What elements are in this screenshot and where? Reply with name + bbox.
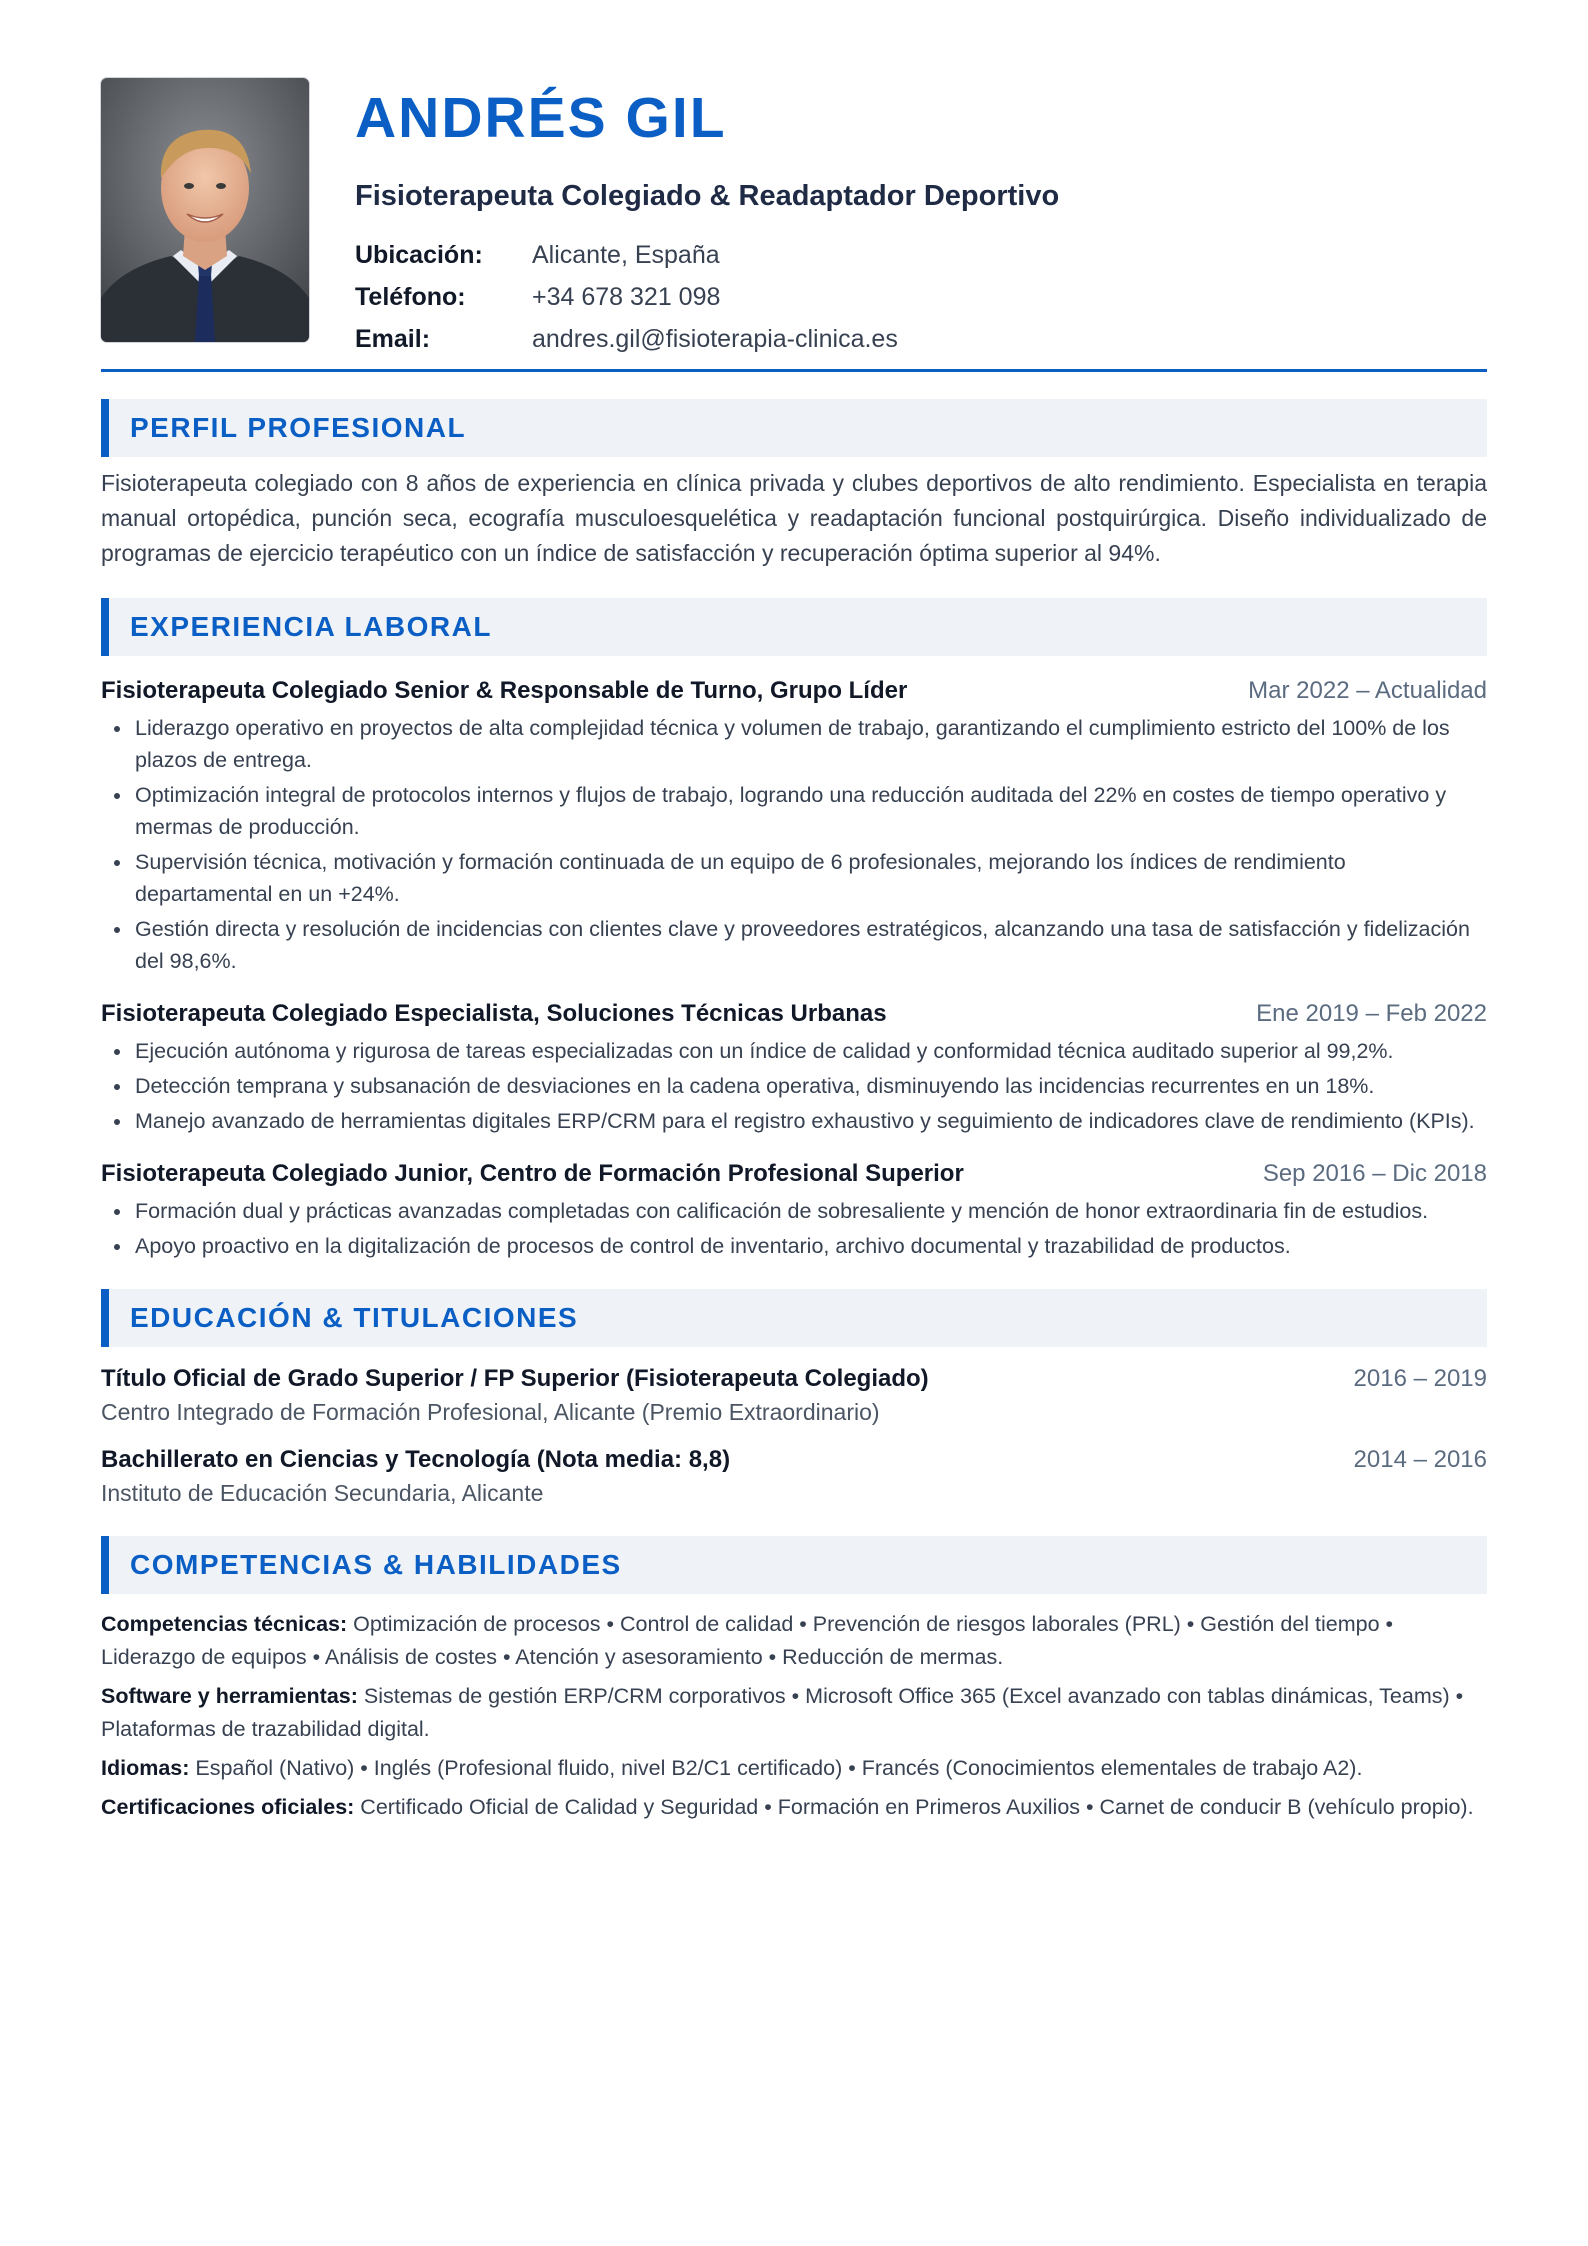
job-bullet: Apoyo proactivo en la digitalización de procesos de control de inventario, archivo documental y trazabilidad de productos.: [101, 1230, 1487, 1262]
skill-line: [101, 1608, 1487, 1674]
skill-value: Español (Nativo) • Inglés (Profesional fluido, nivel B2/C1 certificado) • Francés (Conocimientos elementales de trabajo A2).: [189, 1756, 1363, 1780]
job-header: [101, 674, 1487, 708]
skill-label: Competencias técnicas:: [101, 1612, 348, 1636]
header-info: [355, 78, 1059, 360]
job-bullets: [101, 1195, 1487, 1262]
education-header: [101, 1443, 1487, 1477]
job-bullet: Liderazgo operativo en proyectos de alta complejidad técnica y volumen de trabajo, garantizando el cumplimiento estricto del 100% de los plazos de entrega.: [101, 712, 1487, 776]
job-title: Fisioterapeuta Colegiado Especialista, Soluciones Técnicas Urbanas: [101, 1000, 887, 1027]
job-bullet: Optimización integral de protocolos internos y flujos de trabajo, logrando una reducción auditada del 22% en costes de tiempo operativo y mermas de producción.: [101, 779, 1487, 843]
education-header: [101, 1362, 1487, 1396]
job-bullet: Detección temprana y subsanación de desviaciones en la cadena operativa, disminuyendo las incidencias recurrentes en un 18%.: [101, 1070, 1487, 1102]
skill-label: Certificaciones oficiales:: [101, 1795, 355, 1819]
skill-line: [101, 1752, 1487, 1785]
contact-location: [355, 234, 1059, 276]
job-title: Fisioterapeuta Colegiado Senior & Responsable de Turno, Grupo Líder: [101, 677, 908, 704]
job-header: [101, 1157, 1487, 1191]
job-header: [101, 997, 1487, 1031]
job-date: Ene 2019 – Feb 2022: [1256, 1000, 1487, 1027]
contact-email: [355, 318, 1059, 360]
skill-value: Certificado Oficial de Calidad y Seguridad • Formación en Primeros Auxilios • Carnet de conducir B (vehículo propio).: [354, 1795, 1474, 1819]
job-date: Mar 2022 – Actualidad: [1248, 677, 1487, 704]
job-bullets: [101, 1035, 1487, 1137]
job-entry: [101, 1157, 1487, 1262]
candidate-role: Fisioterapeuta Colegiado & Readaptador Deportivo: [355, 180, 1060, 212]
skill-label: Idiomas:: [101, 1756, 190, 1780]
education-school: Instituto de Educación Secundaria, Alicante: [101, 1480, 544, 1506]
job-bullets: [101, 712, 1487, 977]
education-school: Centro Integrado de Formación Profesional, Alicante (Premio Extraordinario): [101, 1399, 880, 1425]
education-date: 2014 – 2016: [1353, 1446, 1487, 1473]
skill-label: Software y herramientas:: [101, 1684, 358, 1708]
education-entry: [101, 1443, 1487, 1509]
section-title-experience: EXPERIENCIA LABORAL: [101, 598, 1487, 656]
resume-header: [101, 78, 1487, 353]
job-bullet: Ejecución autónoma y rigurosa de tareas especializadas con un índice de calidad y conformidad técnica auditado superior al 99,2%.: [101, 1035, 1487, 1067]
skill-line: [101, 1791, 1487, 1824]
skill-value: Optimización de procesos • Control de calidad • Prevención de riesgos laborales (PRL) • Gestión del tiempo • Liderazgo de equipos • Análisis de costes • Atención y asesoramiento • Reducción de mermas.: [101, 1612, 1394, 1669]
contact-label: Ubicación:: [355, 240, 483, 269]
section-title-skills: COMPETENCIAS & HABILIDADES: [101, 1536, 1487, 1594]
job-entry: [101, 997, 1487, 1137]
contact-value[interactable]: andres.gil@fisioterapia-clinica.es: [532, 324, 898, 353]
education-title: Título Oficial de Grado Superior / FP Superior (Fisioterapeuta Colegiado): [101, 1365, 929, 1392]
contact-list: [355, 234, 1059, 360]
skill-value: Sistemas de gestión ERP/CRM corporativos • Microsoft Office 365 (Excel avanzado con tablas dinámicas, Teams) • Plataformas de trazabilidad digital.: [101, 1684, 1464, 1741]
skills-list: [101, 1608, 1487, 1824]
candidate-name: ANDRÉS GIL: [355, 86, 727, 150]
section-title-profile: PERFIL PROFESIONAL: [101, 399, 1487, 457]
job-entry: [101, 674, 1487, 977]
header-divider: [101, 369, 1487, 372]
contact-value: Alicante, España: [532, 240, 720, 269]
job-bullet: Gestión directa y resolución de incidencias con clientes clave y proveedores estratégicos, alcanzando una tasa de satisfacción y fidelización del 98,6%.: [101, 913, 1487, 977]
education-date: 2016 – 2019: [1353, 1365, 1487, 1392]
section-title-education: EDUCACIÓN & TITULACIONES: [101, 1289, 1487, 1347]
contact-label: Email:: [355, 324, 431, 353]
experience-list: [101, 674, 1487, 1262]
job-date: Sep 2016 – Dic 2018: [1262, 1160, 1487, 1187]
contact-phone: [355, 276, 1059, 318]
skill-line: [101, 1680, 1487, 1746]
contact-value: +34 678 321 098: [532, 282, 721, 311]
profile-summary: Fisioterapeuta colegiado con 8 años de experiencia en clínica privada y clubes deportivos de alto rendimiento. Especialista en terapia manual ortopédica, punción seca, ecografía musculoesquelética y readaptación funcional postquirúrgica. Diseño individualizado de programas de ejercicio terapéutico con un índice de satisfacción y recuperación óptima superior al 94%.: [101, 470, 1487, 566]
education-title: Bachillerato en Ciencias y Tecnología (Nota media: 8,8): [101, 1446, 731, 1473]
education-list: [101, 1362, 1487, 1509]
job-title: Fisioterapeuta Colegiado Junior, Centro de Formación Profesional Superior: [101, 1160, 964, 1187]
job-bullet: Supervisión técnica, motivación y formación continuada de un equipo de 6 profesionales, mejorando los índices de rendimiento departamental en un +24%.: [101, 846, 1487, 910]
contact-label: Teléfono:: [355, 282, 466, 311]
job-bullet: Manejo avanzado de herramientas digitales ERP/CRM para el registro exhaustivo y seguimiento de indicadores clave de rendimiento (KPIs).: [101, 1105, 1487, 1137]
job-bullet: Formación dual y prácticas avanzadas completadas con calificación de sobresaliente y mención de honor extraordinaria fin de estudios.: [101, 1195, 1487, 1227]
profile-photo: [101, 78, 309, 342]
education-entry: [101, 1362, 1487, 1428]
